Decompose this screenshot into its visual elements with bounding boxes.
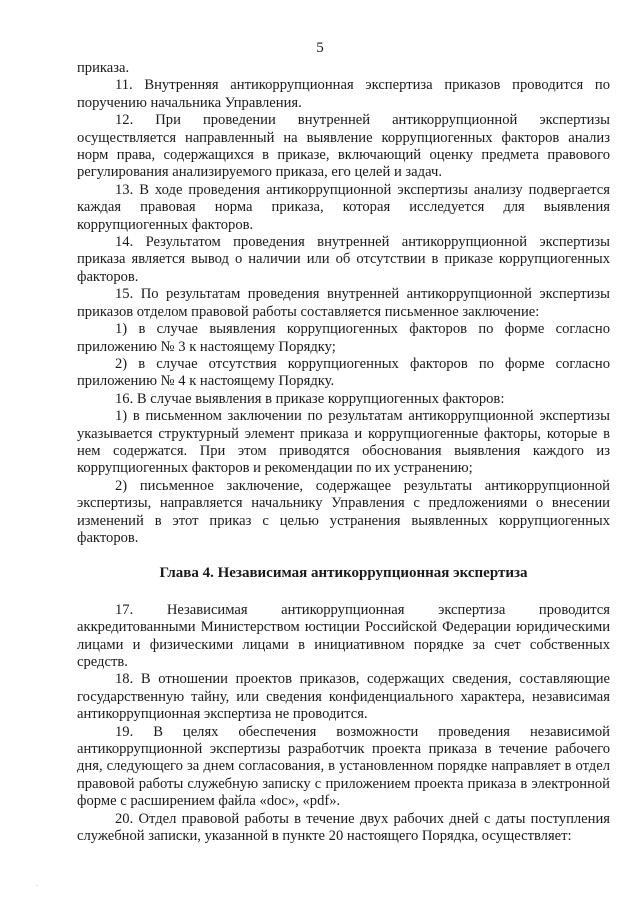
page-number: 5 <box>316 40 324 56</box>
paragraph-14: 14. Результатом проведения внутренней антикоррупционной экспертизы приказа является вывод о наличии или об отсутствии в приказе коррупциогенных факторов. <box>77 234 610 285</box>
paragraph-11: 11. Внутренняя антикоррупционная экспертиза приказов проводится по поручению начальника Управления. <box>77 77 610 111</box>
paragraph-17: 17. Независимая антикоррупционная экспертиза проводится аккредитованными Министерством юстиции Российской Федерации юридическими лицами и физическими лицами в инициативном порядке за счет собственных средств. <box>77 601 610 670</box>
paragraph-20: 20. Отдел правовой работы в течение двух рабочих дней с даты поступления служебной записки, указанной в пункте 20 настоящего Порядка, осуществляет: <box>77 810 610 845</box>
paragraph-16: 16. В случае выявления в приказе коррупциогенных факторов: <box>115 390 505 407</box>
scan-speck: . <box>36 880 38 888</box>
paragraph-18: 18. В отношении проектов приказов, содержащих сведения, составляющие государственную тайну, или сведения конфиденциального характера, независимая антикоррупционная экспертиза не проводится. <box>77 671 610 723</box>
paragraph-13: 13. В ходе проведения антикоррупционной экспертизы анализу подвергается каждая правовая норма приказа, которая исследуется для выявления коррупциогенных факторов. <box>77 181 610 233</box>
paragraph-15-item-2: 2) в случае отсутствия коррупциогенных факторов по форме согласно приложению № 4 к настоящему Порядку. <box>77 355 610 390</box>
chapter-4-heading: Глава 4. Независимая антикоррупционная экспертиза <box>159 565 528 582</box>
paragraph-continuation: приказа. <box>77 60 130 76</box>
paragraph-15-item-1: 1) в случае выявления коррупциогенных факторов по форме согласно приложению № 3 к настоящему Порядку; <box>77 321 610 355</box>
paragraph-16-item-1: 1) в письменном заключении по результатам антикоррупционной экспертизы указывается структурный элемент приказа и коррупциогенные факторы, которые в нем содержатся. При этом приводятся обоснования выявления каждого из коррупциогенных факторов и рекомендации по их устранению; <box>77 408 610 477</box>
paragraph-12: 12. При проведении внутренней антикоррупционной экспертизы осуществляется направленный на выявление коррупциогенных факторов анализ норм права, содержащихся в приказе, включающий оценку предмета правового регулирования анализируемого приказа, его целей и задач. <box>77 112 610 181</box>
paragraph-16-item-2: 2) письменное заключение, содержащее результаты антикоррупционной экспертизы, направляется начальнику Управления с предложениями о внесении изменений в этот приказ с целью устранения выявленных коррупциогенных факторов. <box>77 477 610 546</box>
paragraph-15: 15. По результатам проведения внутренней антикоррупционной экспертизы приказов отделом правовой работы составляется письменное заключение: <box>77 286 610 320</box>
document-body <box>77 60 610 845</box>
paragraph-19: 19. В целях обеспечения возможности проведения независимой антикоррупционной экспертизы разработчик проекта приказа в течение рабочего дня, следующего за днем согласования, в установленном порядке направляет в отдел правовой работы служебную записку с приложением проекта приказа в электронной форме с расширением файла «doc», «pdf». <box>77 723 610 810</box>
